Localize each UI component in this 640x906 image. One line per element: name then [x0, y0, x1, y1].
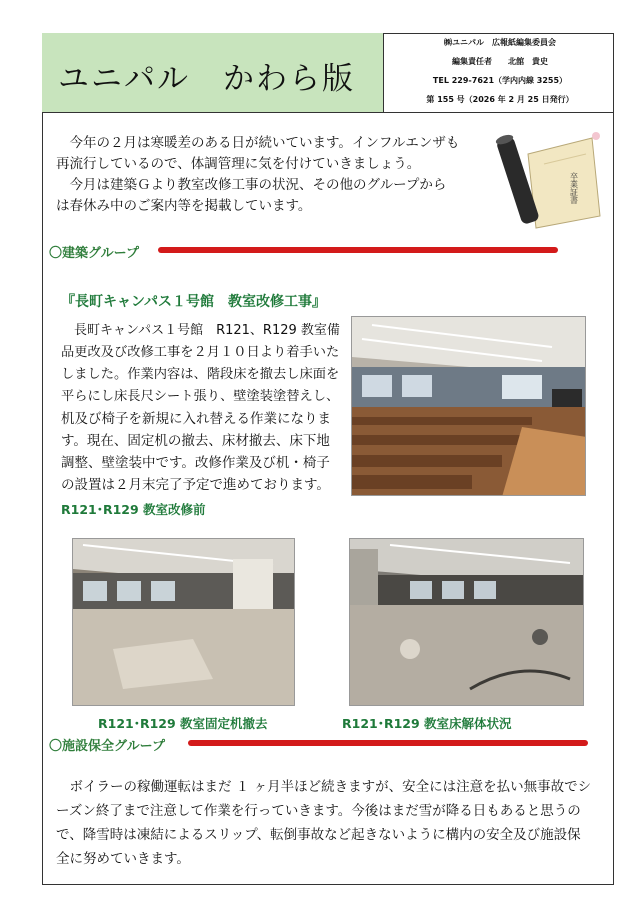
photo-classroom-before	[351, 316, 586, 496]
diploma-text: 卒業証書	[569, 172, 579, 204]
org-name: ㈱ユニパル 広報紙編集委員会	[444, 38, 556, 47]
facilities-line-2: ーズン終了まで注意して作業を行っていきます。今後はまだ雪が降る日もあると思うの	[56, 803, 581, 819]
title-box	[42, 33, 384, 112]
issue-info: 第 155 号（2026 年 2 月 25 日発行）	[426, 95, 574, 104]
facilities-line-4: 全に努めていきます。	[56, 851, 190, 867]
editor-name: 編集責任者 北舘 貴史	[452, 57, 548, 66]
section-label-construction: 〇建築グループ	[49, 246, 139, 261]
section-bar-construction	[158, 247, 558, 253]
photo-desks-removed	[72, 538, 295, 706]
section-bar-facilities	[188, 740, 588, 746]
caption-before: R121･R129 教室改修前	[61, 502, 206, 517]
newsletter-title: ユニパル かわら版	[58, 61, 355, 97]
caption-desks-removed: R121･R129 教室固定机撤去	[98, 716, 268, 731]
masthead	[42, 33, 614, 113]
section-label-facilities: 〇施設保全グループ	[49, 739, 165, 754]
body-line-5: 机及び椅子を新規に入れ替える作業になりま	[61, 411, 331, 427]
facilities-line-1: ボイラーの稼働運転はまだ １ ヶ月半ほど続きますが、安全には注意を払い無事故でシ	[56, 779, 592, 795]
intro-line-1: 今年の２月は寒暖差のある日が続いています。インフルエンザも	[56, 135, 460, 151]
body-line-4: 平らにし床長尺シート張り、壁塗装塗替えし、	[61, 389, 340, 404]
intro-line-2: 再流行しているので、体調管理に気を付けていきましょう。	[56, 156, 421, 172]
body-line-8: の設置は２月末完了予定で進めております。	[61, 477, 330, 493]
diploma-illustration	[488, 124, 606, 230]
caption-floor-demolition: R121･R129 教室床解体状況	[342, 716, 512, 731]
body-line-3: しました。作業内容は、階段床を撤去し床面を	[61, 367, 340, 382]
telephone: TEL 229-7621（学内内線 3255）	[432, 76, 568, 85]
facilities-line-3: で、降雪時は凍結によるスリップ、転倒事故など起きないように構内の安全及び施設保	[56, 827, 581, 843]
intro-line-3: 今月は建築Ｇより教室改修工事の状況、その他のグループから	[56, 177, 447, 193]
intro-line-4: は春休み中のご案内等を掲載しています。	[56, 198, 312, 214]
body-line-6: す。現在、固定机の撤去、床材撤去、床下地	[61, 433, 330, 449]
photo-floor-demolition	[349, 538, 584, 706]
body-line-1: 長町キャンパス１号館 R121、R129 教室備	[61, 323, 340, 338]
body-line-7: 調整、壁塗装中です。改修作業及び机・椅子	[61, 455, 330, 471]
project-heading: 『長町キャンパス１号館 教室改修工事』	[61, 294, 327, 310]
body-line-2: 品更改及び改修工事を２月１０日より着手いた	[61, 345, 340, 360]
